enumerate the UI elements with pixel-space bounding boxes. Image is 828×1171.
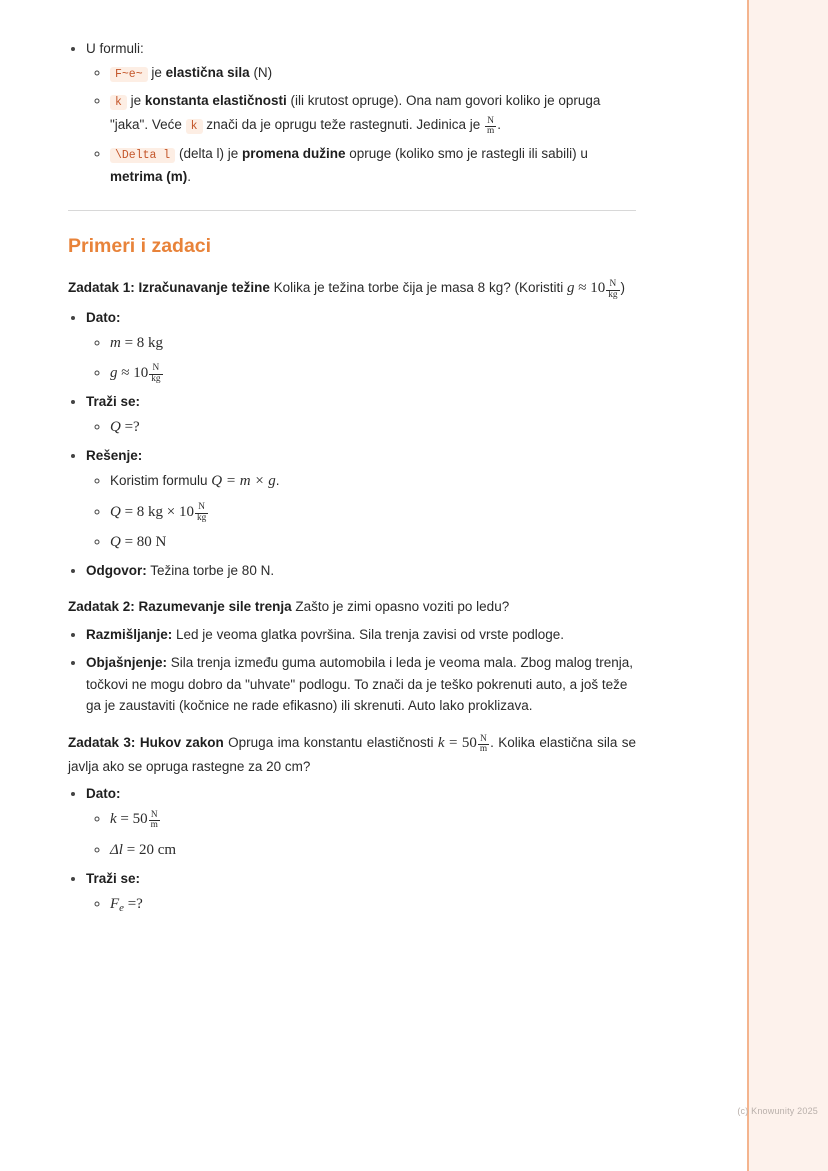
document-content [68,34,636,923]
task-1-g-num: N [609,278,617,289]
given-g-num: N [152,363,160,374]
given-m-sym: m [110,334,121,351]
sol-1-suffix: . [275,473,280,489]
task-1-close-paren: ) [620,280,625,296]
code-k-2: k [186,119,203,134]
task-1-g-approx: ≈ 10 [578,280,606,297]
unit-num: N [487,115,494,126]
given-g-eq: ≈ 10 [121,364,149,381]
sol-1-prefix: Koristim formulu [110,473,212,489]
task-3-find-label: Traži se: [86,870,141,886]
task-2-point-label: Objašnjenje: [86,654,168,670]
task-1-g-den: kg [608,289,618,300]
task-3-given-block [86,783,636,861]
task-1-heading [68,276,636,300]
task-1-solution-block [86,445,636,554]
k-after3: . [497,117,501,133]
fe-bold: elastična sila [165,64,250,80]
task-3-k-expression [437,733,490,755]
task-3-k-den: m [479,744,488,755]
k-bold: konstanta elastičnosti [144,93,287,109]
right-strip-divider [747,0,749,1171]
sol-2-num: N [198,501,206,512]
unit-n-per-m [484,115,497,137]
given-k [110,809,161,831]
task-2-list [68,624,636,717]
formula-item-fe [110,62,636,85]
task-1-given-label: Dato: [86,309,121,325]
task-3-given-list [86,807,636,862]
given-k-num: N [150,809,158,820]
task-3-list [68,783,636,917]
sol-3-eq: = 80 N [124,533,167,550]
task-1-question: Kolika je težina torbe čija je masa 8 kg? (Koristiti [269,280,567,296]
dl-after2: . [187,169,192,185]
task-1-label: Zadatak 1: Izračunavanje težine [68,280,270,296]
sol-1-eq: = m × g [225,473,276,490]
task-1-solution-item [110,500,636,524]
sol-3-math [110,534,166,550]
sol-3-sym: Q [110,533,121,550]
task-3-given-item [110,838,636,862]
given-delta-l [110,842,176,858]
right-decorative-strip [749,0,828,1171]
formula-section [68,38,636,188]
dl-bold2: metrima (m) [110,169,188,185]
sol-2-eq: = 8 kg × 10 [124,503,195,520]
code-delta-l: \Delta l [110,148,175,163]
sol-1-math [211,473,275,489]
task-3-k-eq: = 50 [448,735,477,752]
task-3-question-part1: Opruga ima konstantu elastičnosti [223,735,438,751]
formula-sublist [86,62,636,188]
task-3-k-sym: k [437,735,445,752]
code-f-e: F~e~ [110,67,148,82]
task-1-answer-label: Odgovor: [86,563,147,579]
task-1-find-block [86,391,636,439]
find-fe-sub: e [119,901,124,914]
given-k-den: m [150,820,158,831]
find-q [110,419,140,435]
formula-item-delta-l [110,143,636,187]
task-3-question-part2: . Kolika elastična sila se javlja ako se opruga rastegne za 20 cm? [68,735,637,774]
task-1-given-item [110,361,636,385]
dl-after: opruge (koliko smo je rastegli ili sabili) u [345,146,588,162]
task-1-find-list [86,415,636,439]
task-1-solution-list [86,469,636,554]
fe-after: (N) [249,64,273,80]
given-m-eq: = 8 kg [124,334,164,351]
given-dl-eq: = 20 cm [126,841,177,858]
task-2-point [86,624,636,646]
task-1-solution-item [110,530,636,554]
given-k-sym: k [110,811,117,828]
given-g-den: kg [151,374,161,385]
task-3-find-list [86,892,636,918]
task-1-given-block [86,307,636,385]
page-title: Primeri i zadaci [68,234,212,257]
task-1-given-item [110,331,636,355]
given-m [110,335,163,351]
task-1-g-expression [566,278,621,300]
given-k-eq: = 50 [120,811,148,828]
task-2-label: Zadatak 2: Razumevanje sile trenja [68,598,292,614]
task-3-find-item [110,892,636,918]
task-3-given-item [110,807,636,831]
find-fe-eq: =? [127,895,143,912]
formula-intro-text: U formuli: [86,41,144,56]
given-g-sym: g [110,364,118,381]
task-1-given-list [86,331,636,386]
task-1-answer-block [86,560,636,582]
dl-bold: promena dužine [242,146,346,162]
task-3-heading [68,731,636,777]
task-1-solution-label: Rešenje: [86,448,143,464]
task-2-question: Zašto je zimi opasno voziti po ledu? [291,598,510,614]
task-1-find-label: Traži se: [86,394,141,410]
given-dl-sym: Δl [110,841,123,858]
task-1-g-symbol: g [566,280,575,297]
section-divider [68,210,636,211]
watermark: (c) Knowunity 2025 [737,1106,818,1117]
task-2-point-text: Sila trenja između guma automobila i leda je veoma mala. Zbog malog trenja, točkovi ne mogu dobro da "uhvate" podlogu. To znači da je teško pokrenuti auto, a još teže ga je zaustaviti (kočnice ne rade efikasno) ili skrenuti. Auto lako proklizava. [86,654,634,714]
task-3-find-block [86,868,636,917]
sol-2-den: kg [197,512,207,523]
given-g [110,363,164,385]
task-1-answer-text: Težina torbe je 80 N. [146,563,275,579]
code-k: k [110,95,127,110]
find-fe-sym: F [110,895,120,912]
dl-mid: (delta l) je [175,146,242,162]
formula-intro-item [86,38,636,188]
task-3-k-num: N [480,733,487,744]
k-mid: je [126,93,145,109]
task-2-point [86,652,636,718]
task-2-point-text: Led je veoma glatka površina. Sila trenja zavisi od vrste podloge. [172,626,564,642]
sol-2-math [110,501,209,523]
find-q-sym: Q [110,419,121,436]
find-q-eq: =? [124,419,140,436]
task-3-given-label: Dato: [86,786,121,802]
task-1-solution-item [110,469,636,493]
sol-2-sym: Q [110,503,121,520]
task-2-point-label: Razmišljanje: [86,626,173,642]
task-1-find-item [110,415,636,439]
sol-1-sym: Q [211,473,223,490]
k-after: (ili krutost opruge). Ona nam govori koliko je opruga "jaka". Veće [110,93,601,133]
unit-den: m [486,126,495,137]
k-after2: znači da je oprugu teže rastegnuti. Jedinica je [202,117,484,133]
task-1-list [68,307,636,582]
task-3-label: Zadatak 3: Hukov zakon [68,735,224,751]
task-2-heading [68,596,636,618]
formula-list [68,38,636,188]
formula-item-k [110,90,636,137]
find-fe [110,896,143,912]
fe-mid: je [147,64,166,80]
